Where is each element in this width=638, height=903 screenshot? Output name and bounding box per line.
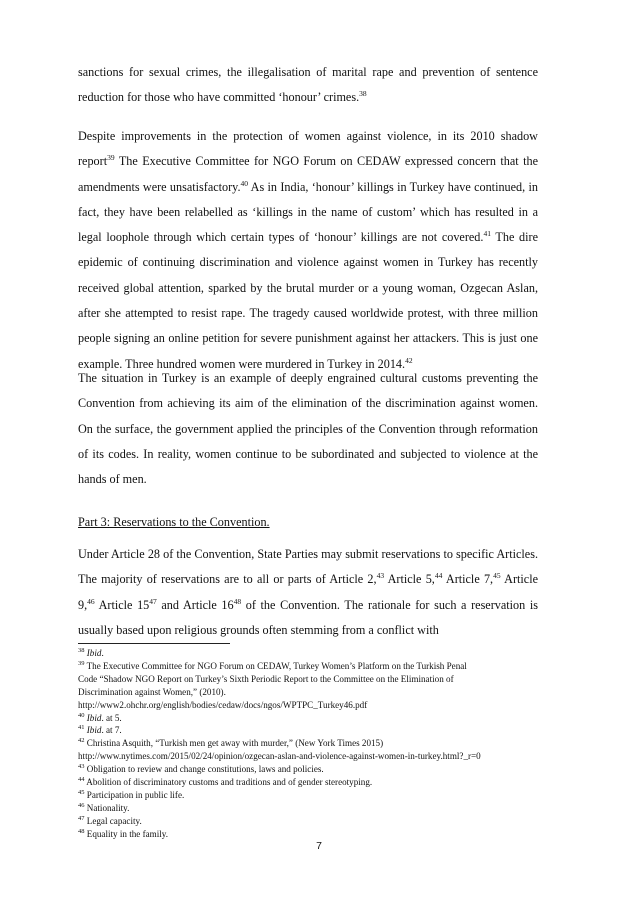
footnote-ref: 43 (376, 571, 385, 581)
footnote-line: $^{47}$ Legal capacity. (78, 814, 142, 826)
footnote-number: 46 (78, 801, 85, 809)
footnote-line: Code “Shadow NGO Report on Turkey’s Sixth Periodic Report to the Committee on the Elimination of (78, 673, 454, 684)
footnote-ref: 48 (233, 596, 242, 606)
footnote-separator (78, 643, 230, 644)
footnote-line: http://www2.ohchr.org/english/bodies/cedaw/docs/ngos/WPTPC_Turkey46.pdf (78, 699, 368, 710)
footnote-number: 45 (78, 788, 85, 796)
footnote-ref: 38 (359, 89, 367, 99)
paragraph-text: sanctions for sexual crimes, the illegalisation of marital rape and prevention of sentence reduction for those who have committed ‘honour’ crimes.$^{38}$ (78, 65, 538, 105)
paragraph-1 (78, 60, 538, 111)
footnote-number: 39 (78, 659, 85, 667)
footnote-line: Discrimination against Women,” (2010). (78, 686, 226, 697)
footnote-line: $^{46}$ Nationality. (78, 801, 130, 813)
footnote-number: 48 (78, 827, 85, 835)
footnote-number: 44 (78, 776, 85, 784)
footnote-line: $^{41}$ Ibid. at 7. (78, 724, 122, 736)
footnote-line: $^{38}$ Ibid. (78, 646, 104, 658)
footnote-ref: 42 (405, 355, 413, 365)
paragraph-text: Despite improvements in the protection of women against violence, in its 2010 shadow report$^{39}$ The Executive Committee for NGO Forum on CEDAW expressed concern that the amendments were unsatisfactory.$^{40}$ As in India, ‘honour’ killings in Turkey have continued, in fact, they have been relabelled as ‘killings in the name of custom’ which has resulted in a legal loophole through which certain types of ‘honour’ killings are not covered.$^{41}$ The dire epidemic of continuing discrimination and violence against women in Turkey has recently received global attention, sparked by the brutal murder or a young woman, Ozgecan Aslan, after she attempted to resist rape. The tragedy caused worldwide protest, with three million people signing an online petition for severe punishment against her attackers. This is just one example. Three hundred women were murdered in Turkey in 2014.42 (78, 129, 539, 371)
footnote-ref: 45 (493, 571, 501, 581)
footnote-line: $^{39}$ The Executive Committee for NGO Forum on CEDAW, Turkey Women’s Platform on the Turkish Penal (78, 659, 467, 671)
paragraph-text: The situation in Turkey is an example of deeply engrained cultural customs preventing the Convention from achieving its aim of the elimination of the discrimination against women. On the surface, the government applied the principles of the Convention through reformation of its codes. In reality, women continue to be subordinated and subjected to violence at the hands of men. (78, 371, 538, 487)
italic-text: Ibid (86, 712, 102, 723)
footnotes (78, 647, 558, 841)
footnote-ref: 40 (240, 178, 249, 188)
footnote-ref: 46 (87, 596, 95, 606)
italic-text: Ibid (86, 725, 102, 736)
footnote-number: 47 (78, 814, 85, 822)
footnote-number: 43 (78, 763, 85, 771)
footnote-number: 42 (78, 737, 85, 745)
paragraph-2 (78, 124, 538, 377)
footnote-ref: 47 (149, 596, 157, 606)
paragraph-3 (78, 366, 538, 492)
footnote-line: $^{43}$ Obligation to review and change constitutions, laws and policies. (78, 763, 324, 775)
footnote-line: $^{42}$ Christina Asquith, “Turkish men get away with murder,” (New York Times 2015) (78, 737, 384, 749)
footnote-ref: 39 (107, 153, 115, 163)
footnote-line: http://www.nytimes.com/2015/02/24/opinion/ozgecan-aslan-and-violence-against-women-in-turkey.html?_r=0 (78, 751, 481, 762)
footnote-line: $^{45}$ Participation in public life. (78, 788, 185, 800)
footnote-line: $^{44}$ Abolition of discriminatory customs and traditions and of gender stereotyping. (78, 776, 373, 788)
footnote-ref: 41 (483, 229, 491, 239)
page-number: 7 (316, 840, 322, 852)
paragraph-text: Under Article 28 of the Convention, State Parties may submit reservations to specific Articles. The majority of reservations are to all or parts of Article 2,43 Article 5,44 Article 7,45 Article 9,46 Article $15^{47}$ and Article $16^{48}$ of the Convention. The rationale for such a reservation is usually based upon religious grounds often stemming from a conflict with (78, 547, 538, 637)
paragraph-4 (78, 542, 538, 643)
section-heading: Part 3: Reservations to the Convention. (78, 515, 270, 529)
footnote-number: 40 (78, 711, 85, 719)
footnote-number: 41 (78, 724, 85, 732)
footnote-line: $^{40}$ Ibid. at 5. (78, 711, 122, 723)
footnote-ref: 44 (434, 571, 443, 581)
footnote-line: $^{48}$ Equality in the family. (78, 827, 169, 839)
footnote-number: 38 (78, 646, 85, 654)
italic-text: Ibid (86, 648, 102, 658)
